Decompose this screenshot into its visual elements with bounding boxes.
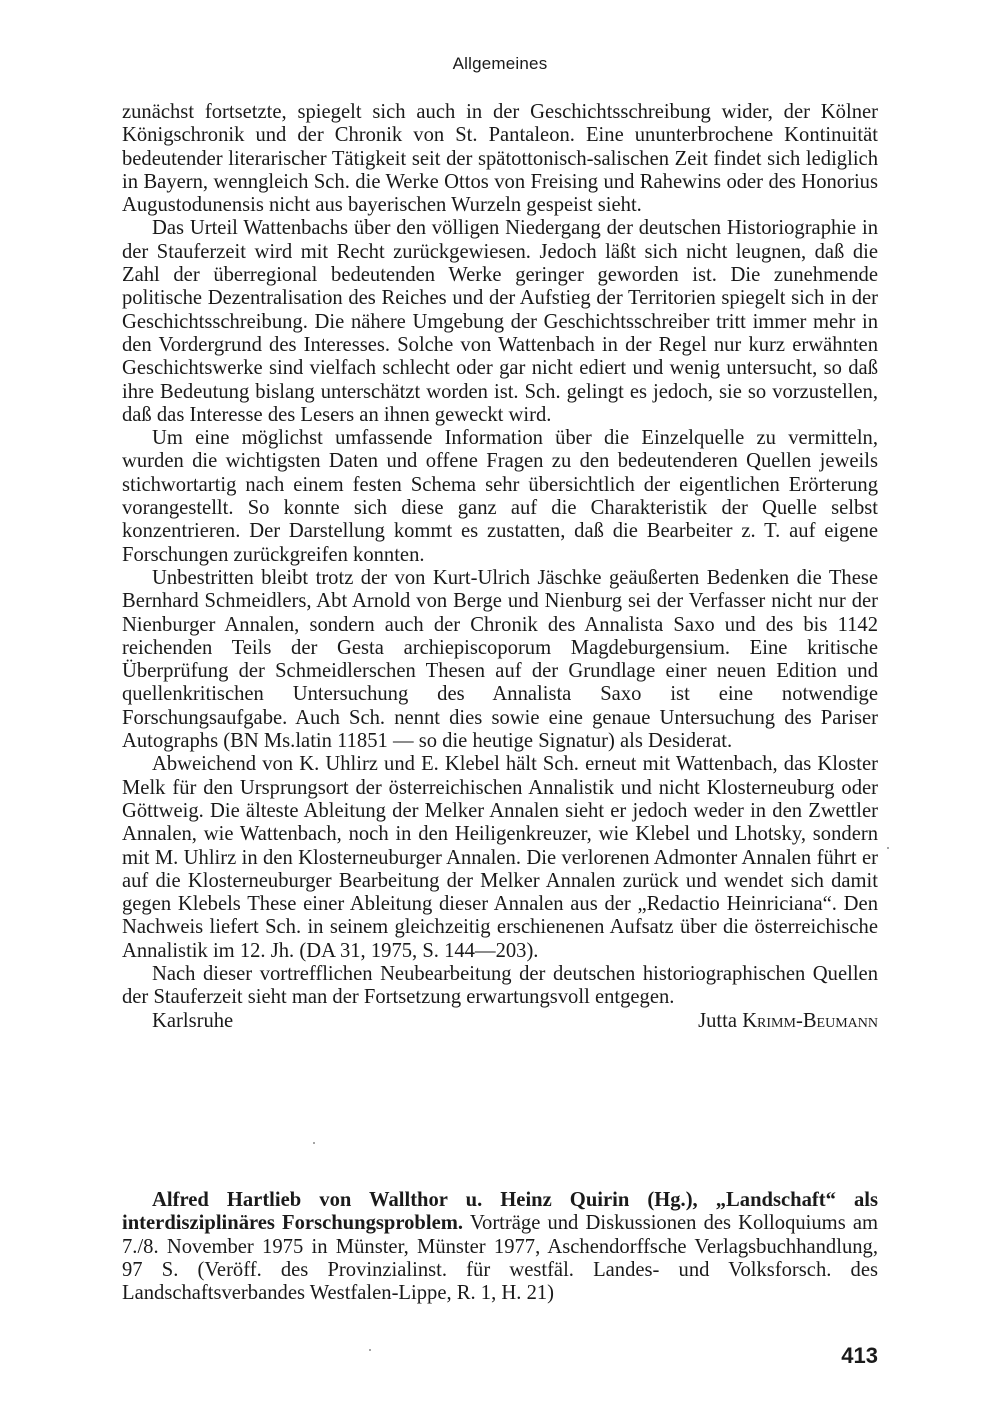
next-review-heading — [122, 1189, 878, 1305]
print-speck — [313, 1142, 315, 1144]
reviewer-last-name: Krimm-Beumann — [742, 1009, 878, 1032]
next-review-details: Vorträge und Diskussionen des Kolloquiums am 7./8. November 1975 in Münster, Münster 1977, Aschendorffsche Verlagsbuchhandlung, 97 S. (Veröff. des Provinzialinst. für westfäl. Landes- und Volksforsch. des Landschaftsverbandes Westfalen-Lippe, R. 1, H. 21) — [122, 1212, 878, 1305]
paragraph-6: Nach dieser vortrefflichen Neubearbeitung der deutschen historiographischen Quellen der Stauferzeit sieht man der Fortsetzung erwartungsvoll entgegen. — [122, 962, 878, 1009]
print-speck — [369, 1349, 371, 1351]
paragraph-3: Um eine möglichst umfassende Information über die Einzelquelle zu vermitteln, wurden die wichtigsten Daten und offene Fragen zu den bedeutenderen Quellen jeweils stichwortartig nach einem festen Schema sehr übersichtlich der eigentlichen Erörterung vorangestellt. So konnte sich diese ganz auf die Charakteristik der Quelle selbst konzentrieren. Der Darstellung kommt es zustatten, daß die Bearbeiter z. T. auf eigene Forschungen zurückgreifen konnten. — [122, 427, 878, 566]
reviewer-first-name: Jutta — [698, 1009, 738, 1032]
next-review-title: Alfred Hartlieb von Wallthor u. Heinz Quirin (Hg.), „Landschaft“ als interdisziplinäres Forschungsproblem. — [122, 1189, 878, 1235]
review-body — [122, 101, 878, 1033]
running-head: Allgemeines — [452, 54, 548, 73]
page-number: 413 — [841, 1343, 878, 1368]
print-speck — [887, 847, 889, 849]
reviewer-name — [698, 1010, 878, 1033]
paragraph-4: Unbestritten bleibt trotz der von Kurt-Ulrich Jäschke geäußerten Bedenken die These Bernhard Schmeidlers, Abt Arnold von Berge und Nienburg sei der Verfasser nicht nur der Nienburger Annalen, sondern auch der Chronik des Annalista Saxo und des bis 1142 reichenden Teils der Gesta archiepiscoporum Magdeburgensium. Eine kritische Überprüfung der Schmeidlerschen Thesen auf der Grundlage einer neuen Edition und quellenkritischen Untersuchung des Annalista Saxo ist eine notwendige Forschungsaufgabe. Auch Sch. nennt dies sowie eine genaue Untersuchung des Pariser Autographs (BN Ms.latin 11851 — so die heutige Signatur) als Desiderat. — [122, 566, 878, 753]
paragraph-1: zunächst fortsetzte, spiegelt sich auch in der Geschichtsschreibung wider, der Kölner Königschronik und der Chronik von St. Pantaleon. Eine ununterbrochene Kontinuität bedeutender literarischer Tätigkeit seit der spätottonisch-salischen Zeit findet sich lediglich in Bayern, wenngleich Sch. die Werke Ottos von Freising und Rahewins oder des Honorius Augustodunensis nicht aus bayerischen Wurzeln gespeist sieht. — [122, 101, 878, 217]
paragraph-2: Das Urteil Wattenbachs über den völligen Niedergang der deutschen Historiographie in der Stauferzeit wird mit Recht zurückgewiesen. Jedoch läßt sich nicht leugnen, daß die Zahl der überregional bedeutenden Werke geringer geworden ist. Die zunehmende politische Dezentralisation des Reiches und der Aufstieg der Territorien spiegelt sich in der Geschichtsschreibung. Die nähere Umgebung der Geschichtsschreiber tritt immer mehr in den Vordergrund des Interesses. Solche von Wattenbach in der Regel nur kurz erwähnten Geschichtswerke sind vielfach schlecht oder gar nicht ediert und wenig untersucht, so daß ihre Bedeutung bislang unterschätzt worden ist. Sch. gelingt es jedoch, sie so vorzustellen, daß das Interesse des Lesers an ihnen geweckt wird. — [122, 217, 878, 426]
paragraph-5: Abweichend von K. Uhlirz und E. Klebel hält Sch. erneut mit Wattenbach, das Kloster Melk für den Ursprungsort der österreichischen Annalistik und nicht Klosterneuburg oder Göttweig. Die älteste Ableitung der Melker Annalen sieht er jedoch weder in den Zwettler Annalen, wie Wattenbach, noch in den Heiligenkreuzer, wie Klebel und Lhotsky, sondern mit M. Uhlirz in den Klosterneuburger Annalen. Die verlorenen Admonter Annalen führt er auf die Klosterneuburger Bearbeitung der Melker Annalen zurück und wendet sich damit gegen Klebels These einer Ableitung dieser Annalen aus der „Redactio Heinriciana“. Den Nachweis liefert Sch. in seinem gleichzeitig erschienenen Aufsatz über die österreichische Annalistik im 12. Jh. (DA 31, 1975, S. 144—203). — [122, 753, 878, 962]
reviewer-signoff — [122, 1010, 878, 1033]
reviewer-place: Karlsruhe — [152, 1009, 234, 1032]
